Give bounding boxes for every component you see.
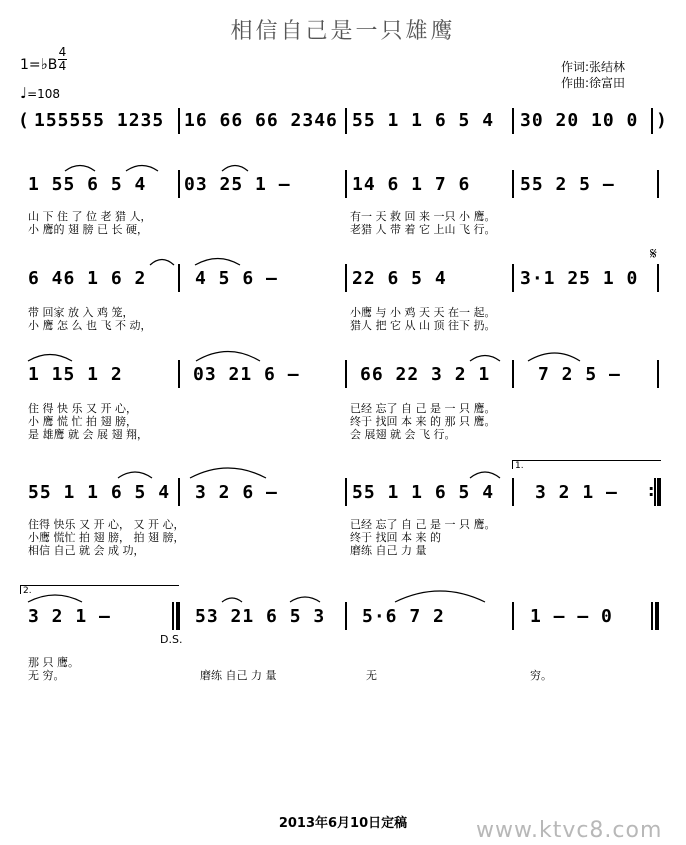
slur <box>196 352 260 362</box>
lyric-verse: 磨练 自己 力 量 <box>350 544 427 557</box>
barline <box>172 602 174 630</box>
repeat-dots-icon: : <box>648 481 655 500</box>
lyric-verse: 老猎 人 带 着 它 上山 飞 行。 <box>350 223 496 236</box>
lyric-verse: 住得 快乐 又 开 心， 又 开 心， <box>28 518 185 531</box>
slur <box>222 598 242 602</box>
measure: 53 21 6 5 3 <box>195 606 326 627</box>
barline <box>657 170 659 198</box>
barline <box>345 108 347 134</box>
lyric-verse: 住 得 快 乐 又 开 心， <box>28 402 137 415</box>
barline <box>512 602 514 630</box>
slur <box>28 355 72 362</box>
lyric-verse: 已经 忘了 自 己 是 一 只 鹰。 <box>350 518 496 531</box>
lyric-verse: 会 展翅 就 会 飞 行。 <box>350 428 456 441</box>
barline <box>654 478 656 506</box>
barline <box>651 602 653 630</box>
slur <box>470 356 500 362</box>
measure: 5·6 7 2 <box>362 606 445 627</box>
barline <box>345 170 347 198</box>
intro-measure-1: 155555 1235 <box>34 110 165 131</box>
barline <box>512 264 514 292</box>
intro-close-paren: ) <box>656 110 668 131</box>
measure: 1 15 1 2 <box>28 364 123 385</box>
volta-1-label: 1. <box>515 461 524 471</box>
barline <box>512 108 514 134</box>
barline <box>512 170 514 198</box>
measure: 1 – – 0 <box>530 606 613 627</box>
volta-2-label: 2. <box>23 586 32 596</box>
barline <box>178 108 180 134</box>
lyric-verse: 小 鹰 怎 么 也 飞 不 动， <box>28 319 152 332</box>
lyric-verse: 是 雄鹰 就 会 展 翅 翔， <box>28 428 148 441</box>
measure: 14 6 1 7 6 <box>352 174 471 195</box>
time-bottom: 4 <box>58 59 67 73</box>
slur <box>65 166 95 172</box>
measure: 66 22 3 2 1 <box>360 364 491 385</box>
lyric-verse: 山 下 住 了 位 老 猎 人， <box>28 210 152 223</box>
intro-open-paren: ( <box>18 110 30 131</box>
slur <box>195 259 240 266</box>
slur <box>222 166 248 172</box>
completion-date: 2013年6月10日定稿 <box>278 816 408 831</box>
measure: 55 2 5 – <box>520 174 615 195</box>
song-title: 相信自己是一只雄鹰 <box>230 19 456 44</box>
measure: 3 2 1 – <box>28 606 111 627</box>
quarter-note-icon: ♩ <box>20 84 28 102</box>
key-note: B <box>47 57 58 73</box>
lyric-verse: 猎人 把 它 从 山 顶 往下 扔。 <box>350 319 496 332</box>
time-top: 4 <box>58 45 67 59</box>
lyric-verse: 带 回家 放 入 鸡 笼， <box>28 306 134 319</box>
lyric-verse: 无 <box>366 669 377 682</box>
barline <box>512 360 514 388</box>
key-prefix: 1= <box>20 57 41 73</box>
tempo-value: =108 <box>27 87 61 101</box>
volta-1-bracket <box>512 460 661 469</box>
slur <box>150 260 174 266</box>
intro-measure-3: 55 1 1 6 5 4 <box>352 110 495 131</box>
intro-measure-4: 30 20 10 0 <box>520 110 639 131</box>
barline <box>178 478 180 506</box>
lyric-verse: 小鹰 与 小 鸡 天 天 在一 起。 <box>350 306 496 319</box>
repeat-barline <box>657 478 661 506</box>
time-signature <box>58 46 67 73</box>
lyric-verse: 磨练 自己 力 量 <box>200 669 277 682</box>
lyric-verse: 相信 自己 就 会 成 功， <box>28 544 145 557</box>
measure: 03 21 6 – <box>193 364 300 385</box>
barline <box>178 170 180 198</box>
lyric-verse: 终于 找回 本 来 的 那 只 鹰。 <box>350 415 496 428</box>
measure: 7 2 5 – <box>538 364 621 385</box>
measure: 22 6 5 4 <box>352 268 447 289</box>
ds-barline <box>176 602 180 630</box>
measure: 3 2 1 – <box>535 482 618 503</box>
measure: 03 25 1 – <box>184 174 291 195</box>
lyric-verse: 小鹰 慌忙 拍 翅 膀， 拍 翅 膀， <box>28 531 185 544</box>
slur <box>528 353 580 361</box>
final-barline <box>655 602 659 630</box>
lyric-verse: 那 只 鹰。 <box>28 656 79 669</box>
composer-credit: 作曲:徐富田 <box>561 76 626 90</box>
barline <box>178 264 180 292</box>
slur <box>118 472 152 478</box>
volta-2-bracket <box>20 585 179 594</box>
ds-marking: D.S. <box>160 633 183 646</box>
intro-measure-2: 16 66 66 2346 <box>184 110 338 131</box>
lyric-verse: 已经 忘了 自 己 是 一 只 鹰。 <box>350 402 496 415</box>
measure: 4 5 6 – <box>195 268 278 289</box>
lyric-verse: 小 鹰 慌 忙 拍 翅 膀， <box>28 415 137 428</box>
slur <box>470 472 500 478</box>
lyric-verse: 无 穷。 <box>28 669 65 682</box>
measure: 1 55 6 5 4 <box>28 174 147 195</box>
slur <box>290 597 320 602</box>
barline <box>657 360 659 388</box>
measure: 55 1 1 6 5 4 <box>352 482 495 503</box>
measure: 3·1 25 1 0 <box>520 268 639 289</box>
lyricist-credit: 作词:张结林 <box>561 60 626 74</box>
tempo-marking <box>20 84 60 102</box>
lyric-verse: 穷。 <box>530 669 552 682</box>
barline <box>651 108 653 134</box>
measure: 6 46 1 6 2 <box>28 268 147 289</box>
barline <box>345 360 347 388</box>
slur <box>395 591 485 602</box>
barline <box>345 602 347 630</box>
barline <box>178 360 180 388</box>
segno-icon: 𝄋 <box>650 244 657 263</box>
lyric-verse: 有一 天 救 回 来 一只 小 鹰。 <box>350 210 496 223</box>
measure: 55 1 1 6 5 4 <box>28 482 171 503</box>
barline <box>345 478 347 506</box>
lyric-verse: 终于 找回 本 来 的 <box>350 531 441 544</box>
slur <box>28 595 82 602</box>
watermark: www.ktvc8.com <box>476 818 663 843</box>
barline <box>345 264 347 292</box>
slur <box>126 166 158 172</box>
lyric-verse: 小 鹰的 翅 膀 已 长 硬， <box>28 223 148 236</box>
slur <box>190 468 266 478</box>
key-signature <box>20 55 57 73</box>
barline <box>512 478 514 506</box>
barline <box>657 264 659 292</box>
measure: 3 2 6 – <box>195 482 278 503</box>
flat-sign-icon: ♭ <box>40 55 48 73</box>
